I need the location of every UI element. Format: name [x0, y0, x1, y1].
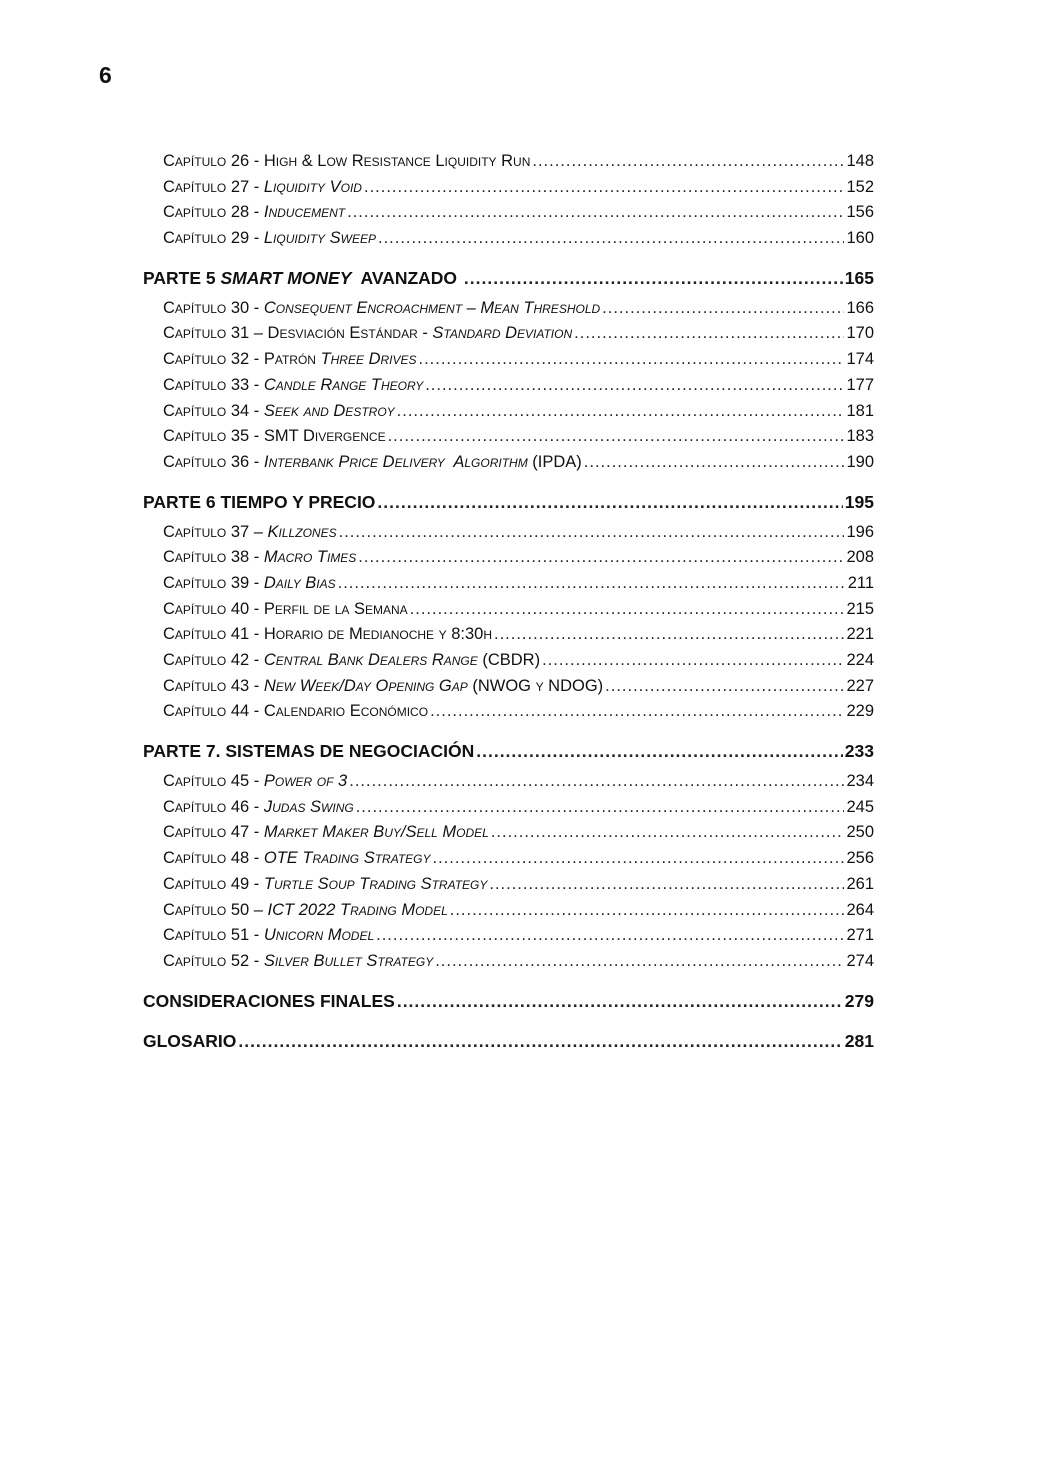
- toc-page-number: 221: [846, 625, 874, 644]
- toc-entry-ch43[interactable]: Capítulo 43 - New Week/Day Opening Gap (NWOG y NDOG) ..... 227: [143, 674, 874, 700]
- toc-page-number: 152: [846, 177, 874, 196]
- toc-entry-ch40[interactable]: Capítulo 40 - Perfil de la Semana ..... 215: [143, 597, 874, 623]
- leader-dots: [358, 545, 844, 571]
- toc-entry-ch51[interactable]: Capítulo 51 - Unicorn Model ..... 271: [143, 923, 874, 949]
- toc-entry-ch26[interactable]: Capítulo 26 - High & Low Resistance Liquidity Run ..... 148: [143, 149, 874, 175]
- toc-entry-ch39[interactable]: Capítulo 39 - Daily Bias ..... 211: [143, 571, 874, 597]
- toc-part-7[interactable]: PARTE 7. SISTEMAS DE NEGOCIACIÓN ..... 233: [143, 738, 874, 764]
- toc-page-number: 190: [846, 452, 874, 471]
- toc-page-number: 250: [846, 823, 874, 842]
- toc-page-number: 256: [846, 849, 874, 868]
- toc-page-number: 183: [846, 427, 874, 446]
- toc-entry-ch28[interactable]: Capítulo 28 - Inducement ..... 156: [143, 200, 874, 226]
- toc-entry-ch36[interactable]: Capítulo 36 - Interbank Price Delivery Algorithm (IPDA) ..... 190: [143, 450, 874, 476]
- toc-page-number: 166: [846, 298, 874, 317]
- leader-dots: [476, 738, 843, 764]
- toc-entry-ch29[interactable]: Capítulo 29 - Liquidity Sweep ..... 160: [143, 226, 874, 252]
- toc-page-number: 271: [846, 926, 874, 945]
- toc-page-number: 234: [846, 772, 874, 791]
- leader-dots: [378, 226, 844, 252]
- leader-dots: [349, 769, 844, 795]
- leader-dots: [338, 571, 846, 597]
- toc-page-number: 279: [844, 990, 874, 1011]
- toc-page-number: 245: [846, 797, 874, 816]
- toc-page-number: 233: [844, 741, 874, 762]
- toc-entry-ch47[interactable]: Capítulo 47 - Market Maker Buy/Sell Model ..... 250: [143, 820, 874, 846]
- leader-dots: [397, 988, 843, 1014]
- toc-page-number: 160: [846, 229, 874, 248]
- toc-entry-ch38[interactable]: Capítulo 38 - Macro Times ..... 208: [143, 545, 874, 571]
- toc-consideraciones-finales[interactable]: CONSIDERACIONES FINALES ..... 279: [143, 988, 874, 1014]
- leader-dots: [584, 450, 845, 476]
- table-of-contents: [143, 149, 874, 1059]
- leader-dots: [532, 149, 844, 175]
- toc-glosario[interactable]: GLOSARIO ..... 281: [143, 1028, 874, 1054]
- leader-dots: [377, 489, 842, 515]
- leader-dots: [347, 200, 844, 226]
- leader-dots: [435, 949, 844, 975]
- leader-dots: [425, 373, 844, 399]
- toc-entry-ch42[interactable]: Capítulo 42 - Central Bank Dealers Range (CBDR) ..... 224: [143, 648, 874, 674]
- toc-entry-ch48[interactable]: Capítulo 48 - OTE Trading Strategy ..... 256: [143, 846, 874, 872]
- leader-dots: [339, 520, 845, 546]
- leader-dots: [574, 321, 844, 347]
- toc-page-number: 148: [846, 152, 874, 170]
- toc-page-number: 165: [844, 267, 874, 288]
- toc-page-number: 274: [846, 951, 874, 970]
- toc-page-number: 281: [844, 1030, 874, 1051]
- toc-page-number: 174: [846, 350, 874, 369]
- toc-entry-ch46[interactable]: Capítulo 46 - Judas Swing ..... 245: [143, 795, 874, 821]
- toc-entry-ch32[interactable]: Capítulo 32 - Patrón Three Drives ..... 174: [143, 347, 874, 373]
- toc-entry-ch33[interactable]: Capítulo 33 - Candle Range Theory ..... 177: [143, 373, 874, 399]
- toc-page-number: 224: [846, 651, 874, 669]
- toc-entry-ch34[interactable]: Capítulo 34 - Seek and Destroy ..... 181: [143, 399, 874, 425]
- toc-page-number: 261: [846, 874, 874, 893]
- toc-entry-ch52[interactable]: Capítulo 52 - Silver Bullet Strategy ..... 274: [143, 949, 874, 975]
- toc-entry-ch27[interactable]: Capítulo 27 - Liquidity Void ..... 152: [143, 175, 874, 201]
- toc-page-number: 264: [846, 900, 874, 919]
- leader-dots: [419, 347, 845, 373]
- leader-dots: [356, 795, 845, 821]
- toc-entry-ch50[interactable]: Capítulo 50 – ICT 2022 Trading Model ..... 264: [143, 898, 874, 924]
- toc-page-number: 177: [846, 375, 874, 394]
- toc-page-number: 211: [847, 573, 874, 592]
- toc-entry-ch37[interactable]: Capítulo 37 – Killzones ..... 196: [143, 520, 874, 546]
- leader-dots: [388, 424, 845, 450]
- leader-dots: [605, 674, 844, 700]
- leader-dots: [464, 265, 843, 291]
- leader-dots: [491, 820, 845, 846]
- leader-dots: [542, 648, 844, 674]
- leader-dots: [238, 1028, 842, 1054]
- toc-entry-ch49[interactable]: Capítulo 49 - Turtle Soup Trading Strategy ..... 261: [143, 872, 874, 898]
- leader-dots: [433, 846, 845, 872]
- leader-dots: [410, 597, 845, 623]
- leader-dots: [364, 175, 844, 201]
- page-number: 6: [99, 62, 112, 88]
- toc-page-number: 195: [844, 491, 874, 512]
- toc-part-6[interactable]: PARTE 6 TIEMPO Y PRECIO ..... 195: [143, 489, 874, 515]
- toc-entry-ch45[interactable]: Capítulo 45 - Power of 3 ..... 234: [143, 769, 874, 795]
- toc-page-number: 208: [846, 548, 874, 567]
- toc-page-number: 156: [846, 203, 874, 222]
- toc-page-number: 229: [846, 702, 874, 721]
- leader-dots: [450, 898, 845, 924]
- toc-page-number: 196: [846, 522, 874, 541]
- leader-dots: [430, 699, 844, 725]
- toc-entry-ch30[interactable]: Capítulo 30 - Consequent Encroachment – Mean Threshold ..... 166: [143, 296, 874, 322]
- toc-entry-ch41[interactable]: Capítulo 41 - Horario de Medianoche y 8:30h ..... 221: [143, 622, 874, 648]
- leader-dots: [397, 399, 845, 425]
- toc-entry-ch44[interactable]: Capítulo 44 - Calendario Económico ..... 229: [143, 699, 874, 725]
- leader-dots: [489, 872, 844, 898]
- leader-dots: [494, 622, 844, 648]
- toc-page-number: 227: [846, 676, 874, 695]
- leader-dots: [376, 923, 844, 949]
- toc-entry-ch35[interactable]: Capítulo 35 - SMT Divergence ..... 183: [143, 424, 874, 450]
- toc-page-number: 215: [846, 599, 874, 618]
- leader-dots: [602, 296, 844, 322]
- toc-page-number: 181: [846, 401, 874, 420]
- toc-page-number: 170: [846, 324, 874, 343]
- toc-part-5[interactable]: PARTE 5 SMART MONEY AVANZADO ..... 165: [143, 265, 874, 291]
- toc-entry-ch31[interactable]: Capítulo 31 – Desviación Estándar - Standard Deviation ..... 170: [143, 321, 874, 347]
